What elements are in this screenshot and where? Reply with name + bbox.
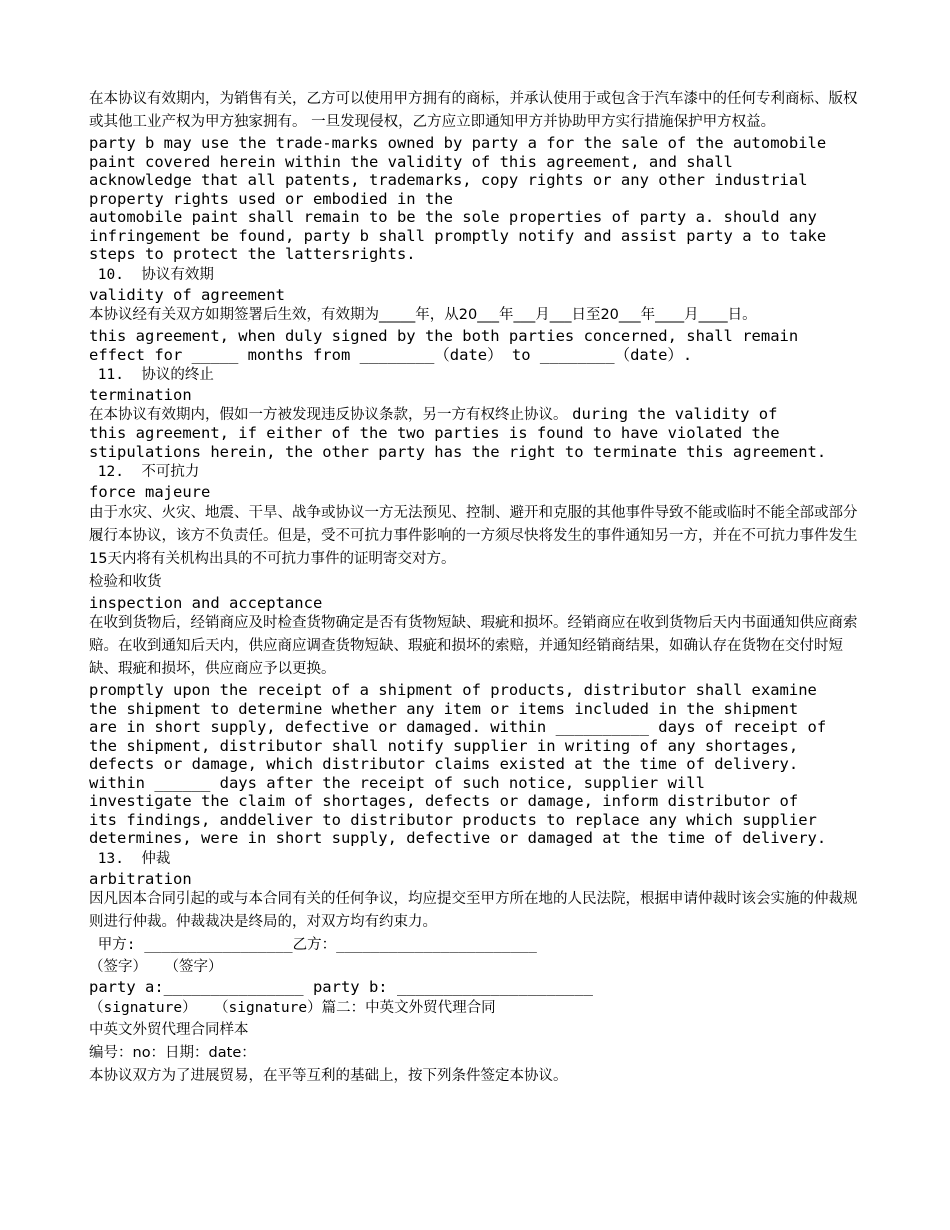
- inspection-clause-en: promptly upon the receipt of a shipment of products, distributor shall examine the shipment to determine whether any item or items included in the shipment are in short supply, defective or damaged. within __________ days of receipt of the shipment, distributor shall notify supplier in writing of any shortages, defects or damage, which distributor claims existed at the time of delivery. within ______ days after the receipt of such notice, supplier will investigate the claim of shortages, defects or damage, inform distributor of its findings, anddeliver to distributor products to replace any which supplier determines, were in short supply, defective or damaged at the time of delivery.: [89, 681, 827, 847]
- section-11-heading: 11. 协议的终止: [89, 367, 214, 383]
- section-11-title-en: termination: [89, 386, 192, 404]
- termination-clause-zh: 在本协议有效期内，假如一方被发现违反协议条款，另一方有权终止协议。: [89, 406, 573, 423]
- section-10-heading: 10. 协议有效期: [89, 266, 214, 283]
- trademark-clause-zh: 在本协议有效期内，为销售有关，乙方可以使用甲方拥有的商标，并承认使用于或包含于汽车漆中的任何专利商标、版权或其他工业产权为甲方独家拥有。 一旦发现侵权，乙方应立即通知甲方并协助甲方实行措施保护甲方权益。: [89, 91, 858, 130]
- inspection-heading-zh: 检验和收货: [89, 573, 162, 590]
- contract-sample-title: 中英文外贸代理合同样本: [89, 1021, 249, 1038]
- force-majeure-clause-zh: 由于水灾、火灾、地震、干旱、战争或协议一方无法预见、控制、避开和克服的其他事件导致不能或临时不能全部或部分履行本协议，该方不负责任。但是，受不可抗力事件影响的一方须尽快将发生的事件通知另一方，并在不可抗力事件发生15天内将有关机构出具的不可抗力事件的证明寄交对方。: [89, 504, 858, 567]
- validity-clause-zh: 本协议经有关双方如期签署后生效，有效期为_____年，从20___年___月___日至20___年____月____日。: [89, 307, 757, 323]
- arbitration-clause-zh: 因凡因本合同引起的或与本合同有关的任何争议，均应提交至甲方所在地的人民法院，根据申请仲裁时该会实施的仲裁规则进行仲裁。仲裁裁决是终局的，对双方均有约束力。: [89, 891, 858, 930]
- section-12-heading: 12. 不可抗力: [89, 464, 200, 480]
- contract-number-date: 编号：no：日期：date：: [89, 1044, 256, 1061]
- trademark-clause-en: party b may use the trade-marks owned by party a for the sale of the automobile paint covered herein within the validity of this agreement, and shall acknowledge that all patents, trademarks, copy rights or any other industrial property rights used or embodied in the automobile paint shall remain to be the sole properties of party a. should any infringement be found, party b shall promptly notify and assist party a to take steps to protect the lattersrights.: [89, 134, 827, 263]
- inspection-heading-en: inspection and acceptance: [89, 593, 323, 612]
- signature-label-zh: （签字） （签字）: [89, 959, 223, 975]
- contract-preamble: 本协议双方为了进展贸易，在平等互利的基础上，按下列条件签定本协议。: [89, 1067, 568, 1084]
- signature-label-en: （signature） （signature）篇二：中英文外贸代理合同: [89, 999, 496, 1016]
- section-10-title-en: validity of agreement: [89, 285, 285, 304]
- section-13-heading: 13. 仲裁: [89, 850, 171, 867]
- termination-clause: [89, 405, 869, 462]
- document-page: [89, 88, 869, 1088]
- section-13-title-en: arbitration: [89, 869, 192, 888]
- termination-clause-en: during the validity of this agreement, if either of the two parties is found to have violated the stipulations herein, the other party has the right to terminate this agreement.: [89, 404, 827, 461]
- section-12-title-en: force majeure: [89, 483, 211, 501]
- validity-clause-en: this agreement, when duly signed by the both parties concerned, shall remain effect for _____ months from ________（date） to ________（date）.: [89, 327, 799, 364]
- signature-line-zh: 甲方: _________________乙方：_______________________: [89, 937, 537, 953]
- signature-line-en: party a:_______________ party b: _____________________: [89, 978, 593, 996]
- inspection-clause-zh: 在收到货物后，经销商应及时检查货物确定是否有货物短缺、瑕疵和损坏。经销商应在收到货物后天内书面通知供应商索赔。在收到通知后天内，供应商应调查货物短缺、瑕疵和损坏的索赔，并通知经销商结果，如确认存在货物在交付时短缺、瑕疵和损坏，供应商应予以更换。: [89, 615, 858, 677]
